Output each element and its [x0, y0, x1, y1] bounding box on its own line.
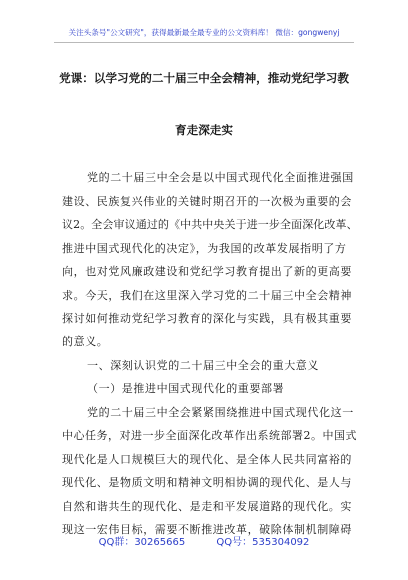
body-line: 现这一宏伟目标，需要不断推进改革，破除体制机制障碍	[62, 523, 352, 536]
body-line: 党的二十届三中全会紧紧围绕推进中国式现代化这一	[87, 406, 354, 419]
body-line: 推进中国式现代化的决定》，为我国的改革发展指明了方	[62, 242, 347, 255]
section-heading: 一、深刻认识党的二十届三中全会的重大意义	[87, 359, 319, 372]
body-line: 现代化、是物质文明和精神文明相协调的现代化、是人与	[62, 476, 352, 489]
body-line: 党的二十届三中全会是以中国式现代化全面推进强国	[87, 171, 354, 184]
footer-qq-number: QQ号：535304092	[216, 537, 310, 548]
footer-qq-group: QQ群：30265665	[98, 537, 186, 548]
body-line: 自然和谐共生的现代化、是走和平发展道路的现代化。实	[62, 500, 352, 513]
body-line: 中心任务，对进一步全面深化改革作出系统部署2。中国式	[62, 429, 357, 442]
body-line: 的意义。	[62, 335, 109, 348]
subsection-heading: （一）是推进中国式现代化的重要部署	[87, 382, 285, 395]
header-divider	[54, 42, 354, 43]
document-title-line-2: 育走深走实	[175, 123, 233, 137]
body-line: 建设、民族复兴伟业的关键时期召开的一次极为重要的会	[62, 195, 352, 208]
header-note: 关注头条号"公文研究"，获得最新最全最专业的公文资料库！ 微信：gongwenyj	[68, 28, 340, 37]
body-line: 探讨如何推动党纪学习教育的深化与实践，具有极其重要	[62, 312, 352, 325]
document-title-line-1: 党课：以学习党的二十届三中全会精神，推动党纪学习教	[59, 71, 349, 85]
body-line: 议2。全会审议通过的《中共中央关于进一步全面深化改革、	[62, 218, 358, 231]
body-line: 向，也对党风廉政建设和党纪学习教育提出了新的更高要	[62, 265, 352, 278]
footer-contact	[0, 533, 408, 548]
body-line: 现代化是人口规模巨大的现代化、是全体人民共同富裕的	[62, 453, 352, 466]
body-line: 求。今天，我们在这里深入学习党的二十届三中全会精神	[62, 289, 352, 302]
